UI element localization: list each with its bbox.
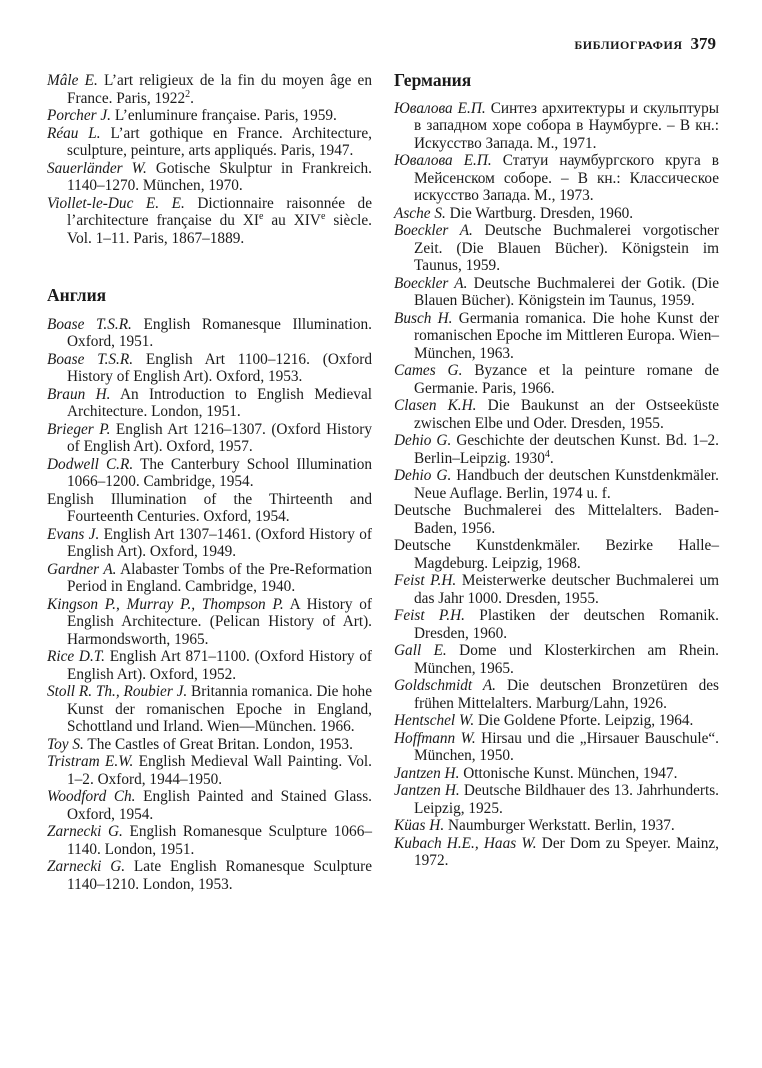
entry-author: Jantzen H. (394, 764, 460, 782)
entry-author: Dehio G. (394, 432, 452, 449)
bibliography-entry: Dodwell C.R. The Canterbury School Illumination 1066–1200. Cambridge, 1954. (47, 455, 372, 490)
entry-author: Cames G. (394, 362, 463, 379)
bibliography-entry: Cames G. Byzance et la peinture romane de Germanie. Paris, 1966. (394, 362, 719, 397)
entry-author: Ювалова Е.П. (394, 99, 486, 117)
section-heading-england: Англия (47, 285, 107, 305)
bibliography-entry: Mâle E. L’art religieux de la fin du moyen âge en France. Paris, 1922$^2$. (47, 72, 372, 107)
entry-author: Dodwell C.R. (47, 455, 134, 473)
entry-author: Feist P.H. (394, 607, 465, 624)
bibliography-entry: Hoffmann W. Hirsau und die „Hirsauer Bauschule“. München, 1950. (394, 729, 719, 764)
entry-author: Stoll R. Th., Roubier J. (47, 683, 188, 700)
entry-author: Hoffmann W. (394, 729, 476, 747)
bibliography-entry: Evans J. English Art 1307–1461. (Oxford History of English Art). Oxford, 1949. (47, 525, 372, 560)
bibliography-entry: Dehio G. Handbuch der deutschen Kunstdenkmäler. Neue Auflage. Berlin, 1974 u. f. (394, 467, 719, 502)
bibliography-entry: Porcher J. L’enluminure française. Paris, 1959. (47, 107, 337, 124)
bibliography-entry: Jantzen H. Deutsche Bildhauer des 13. Jahrhunderts. Leipzig, 1925. (394, 782, 719, 817)
bibliography-entry: Tristram E.W. English Medieval Wall Painting. Vol. 1–2. Oxford, 1944–1950. (47, 753, 372, 788)
bibliography-entry: Woodford Ch. English Painted and Stained Glass. Oxford, 1954. (47, 788, 372, 823)
entry-author: Busch H. (394, 309, 453, 327)
entry-author: Boase T.S.R. (47, 315, 132, 333)
bibliography-entry: Zarnecki G. English Romanesque Sculpture 1066–1140. London, 1951. (47, 823, 372, 858)
bibliography-entry: Busch H. Germania romanica. Die hohe Kunst der romanischen Epoche im Mittleren Europa. Wien–München, 1963. (394, 309, 719, 362)
entry-author: Dehio G. (394, 467, 452, 484)
bibliography-entry: Asche S. Die Wartburg. Dresden, 1960. (394, 204, 634, 222)
bibliography-entry: Jantzen H. Ottonische Kunst. München, 1947. (394, 764, 678, 782)
bibliography-entry: Deutsche Buchmalerei des Mittelalters. Baden-Baden, 1956. (394, 502, 719, 537)
entry-author: Braun H. (47, 385, 111, 403)
bibliography-entry: Boase T.S.R. English Romanesque Illumination. Oxford, 1951. (47, 315, 373, 350)
entry-author: Jantzen H. (394, 782, 460, 799)
entry-author: Hentschel W. (394, 712, 475, 729)
bibliography-entry: Gardner A. Alabaster Tombs of the Pre-Reformation Period in England. Cambridge, 1940. (47, 560, 372, 595)
entry-author: Zarnecki G. (47, 858, 126, 875)
bibliography-entry: Viollet-le-Duc E. E. Dictionnaire raisonnée de l’architecture française du XIe au XIVe siècle. Vol. 1–11. Paris, 1867–1889. (47, 194, 372, 247)
bibliography-entry: Küas H. Naumburger Werkstatt. Berlin, 1937. (394, 817, 675, 834)
bibliography-entry: Boeckler A. Deutsche Buchmalerei der Gotik. (Die Blauen Bücher). Königstein im Taunus, 1959. (394, 274, 719, 309)
entry-author: Toy S. (47, 735, 84, 753)
bibliography-entry: Boeckler A. Deutsche Buchmalerei vorgotischer Zeit. (Die Blauen Bücher). Königstein im Taunus, 1959. (394, 222, 719, 274)
bibliography-entry: Brieger P. English Art 1216–1307. (Oxford History of English Art). Oxford, 1957. (47, 420, 372, 455)
bibliography-entry: Braun H. An Introduction to English Medieval Architecture. London, 1951. (47, 385, 372, 420)
french-bibliography-continued (47, 72, 372, 247)
bibliography-entry: Dehio G. Geschichte der deutschen Kunst. Bd. 1–2. Berlin–Leipzig. 1930$^4$. (394, 432, 719, 467)
bibliography-entry: Zarnecki G. Late English Romanesque Sculpture 1140–1210. London, 1953. (47, 858, 372, 893)
entry-author: Gardner A. (47, 560, 117, 578)
entry-author: Zarnecki G. (47, 823, 123, 840)
bibliography-entry: English Illumination of the Thirteenth and Fourteenth Centuries. Oxford, 1954. (47, 490, 372, 525)
entry-author: Boeckler A. (394, 274, 468, 292)
bibliography-entry: Stoll R. Th., Roubier J. Britannia romanica. Die hohe Kunst der romanischen Epoche in England, Schottland und Irland. Wien—München. 1966. (47, 683, 372, 735)
entry-author: Feist P.H. (394, 572, 457, 589)
entry-author: Küas H. (394, 817, 445, 834)
bibliography-entry: Sauerländer W. Gotische Skulptur in Frankreich. 1140–1270. München, 1970. (47, 159, 372, 194)
entry-author: Goldschmidt A. (394, 677, 497, 694)
entry-author: Boase T.S.R. (47, 350, 134, 368)
entry-author: Kingson P., Murray P., Thompson P. (47, 595, 284, 613)
bibliography-entry: Gall E. Dome und Klosterkirchen am Rhein. München, 1965. (394, 642, 719, 677)
bibliography-entry: Réau L. L’art gothique en France. Architecture, sculpture, peinture, arts appliqués. Paris, 1947. (47, 124, 372, 159)
england-bibliography (47, 316, 372, 894)
bibliography-entry: Goldschmidt A. Die deutschen Bronzetüren des frühen Mittelalters. Marburg/Lahn, 1926. (394, 677, 719, 712)
page-number: 379 (690, 34, 716, 53)
entry-author: Gall E. (394, 642, 447, 659)
bibliography-entry: Kubach H.E., Haas W. Der Dom zu Speyer. Mainz, 1972. (394, 834, 719, 869)
bibliography-entry: Toy S. The Castles of Great Britan. London, 1953. (47, 735, 353, 753)
entry-author: Ювалова Е.П. (394, 152, 492, 169)
right-column (394, 72, 719, 870)
entry-author: Woodford Ch. (47, 788, 136, 805)
entry-author: Rice D.T. (47, 648, 105, 665)
running-head: БИБЛИОГРАФИЯ (574, 38, 683, 52)
bibliography-entry: Deutsche Kunstdenkmäler. Bezirke Halle–Magdeburg. Leipzig, 1968. (394, 537, 719, 572)
page-header (574, 34, 716, 54)
section-heading-germany: Германия (394, 70, 472, 90)
germany-bibliography (394, 100, 719, 870)
entry-author: Asche S. (394, 204, 446, 222)
bibliography-entry: Hentschel W. Die Goldene Pforte. Leipzig, 1964. (394, 712, 694, 729)
entry-author: Boeckler A. (394, 222, 473, 239)
bibliography-entry: Ювалова Е.П. Статуи наумбургского круга в Мейсенском соборе. – В кн.: Классическое искусство Запада. М., 1973. (394, 152, 719, 204)
bibliography-entry: Kingson P., Murray P., Thompson P. A History of English Architecture. (Pelican History of Art). Harmondsworth, 1965. (47, 595, 373, 648)
bibliography-entry: Feist P.H. Plastiken der deutschen Romanik. Dresden, 1960. (394, 607, 719, 642)
entry-author: Tristram E.W. (47, 753, 134, 770)
entry-author: Kubach H.E., Haas W. (394, 834, 537, 852)
bibliography-entry: Boase T.S.R. English Art 1100–1216. (Oxford History of English Art). Oxford, 1953. (47, 350, 372, 385)
bibliography-entry: Ювалова Е.П. Синтез архитектуры и скульптуры в западном хоре собора в Наумбурге. – В кн.: Искусство Запада. М., 1971. (394, 99, 719, 152)
bibliography-entry: Clasen K.H. Die Baukunst an der Ostseeküste zwischen Elbe und Oder. Dresden, 1955. (394, 397, 719, 432)
bibliography-entry: Rice D.T. English Art 871–1100. (Oxford History of English Art). Oxford, 1952. (47, 648, 372, 683)
entry-author: Clasen K.H. (394, 397, 477, 414)
left-column (47, 72, 372, 893)
bibliography-entry: Feist P.H. Meisterwerke deutscher Buchmalerei um das Jahr 1000. Dresden, 1955. (394, 572, 719, 607)
entry-author: Evans J. (47, 525, 100, 543)
entry-author: Brieger P. (47, 420, 111, 438)
